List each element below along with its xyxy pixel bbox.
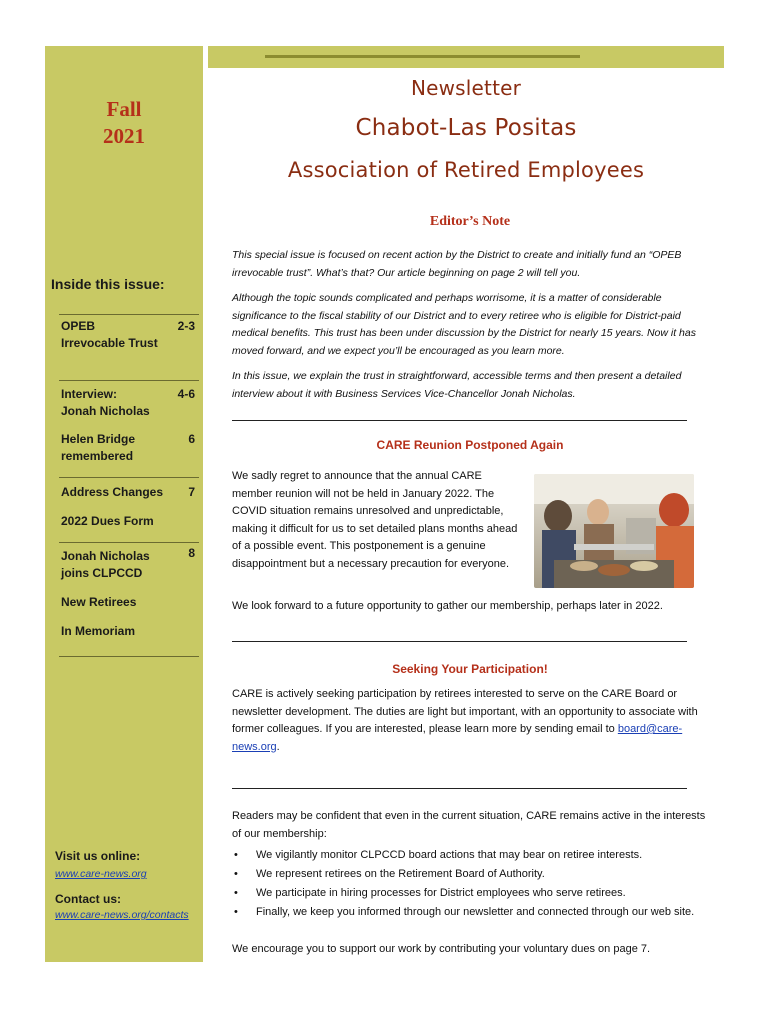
toc-item-opeb[interactable]	[61, 318, 158, 352]
header-rule	[265, 55, 580, 58]
toc-page-number: 8	[188, 546, 195, 560]
toc-item-label-2: remembered	[61, 449, 134, 463]
toc-divider	[59, 380, 199, 381]
section-separator	[232, 641, 687, 642]
activities-list	[232, 846, 712, 922]
participation-text-end: .	[276, 740, 280, 753]
toc-item-jonah-nicholas[interactable]	[61, 548, 150, 582]
toc-item-label: 2022 Dues Form	[61, 514, 154, 528]
editors-note-paragraph-2: Although the topic sounds complicated and perhaps worrisome, it is a matter of considerable significance to the fiscal stability of our District and to every retiree who is eligible for District-paid medical benefits. This trust has been under discussion by the District for nearly 15 years. Now it has moved forward, and we expect you’ll be encouraged as you learn more.	[232, 292, 696, 357]
reunion-heading: CARE Reunion Postponed Again	[376, 438, 564, 452]
toc-divider	[59, 477, 199, 478]
toc-item-label: Address Changes	[61, 485, 164, 499]
toc-item-label: OPEB	[61, 319, 96, 333]
toc-item-label: Interview:	[61, 387, 118, 401]
website-link[interactable]: www.care-news.org	[55, 868, 147, 880]
buffet-photo-image	[534, 474, 694, 588]
board-email-link[interactable]: board@care-news.org	[232, 723, 683, 753]
closing-intro: Readers may be confident that even in the current situation, CARE remains active in the interests of our membership:	[232, 810, 706, 840]
toc-item-label-2: Irrevocable Trust	[61, 336, 158, 350]
masthead-newsletter: Newsletter	[410, 76, 522, 100]
toc-page-number: 6	[188, 432, 195, 446]
closing-outro: We encourage you to support our work by contributing your voluntary dues on page 7.	[232, 943, 651, 955]
toc-item-label: New Retirees	[61, 595, 137, 609]
contacts-link[interactable]: www.care-news.org/contacts	[55, 909, 189, 921]
issue-year: 2021	[103, 124, 145, 148]
toc-item-label: Helen Bridge	[61, 432, 136, 446]
list-item: • We represent retirees on the Retirement Board of Authority.	[232, 865, 712, 884]
list-item: • We vigilantly monitor CLPCCD board actions that may bear on retiree interests.	[232, 846, 712, 865]
inside-this-issue-heading: Inside this issue:	[51, 276, 165, 292]
participation-text: CARE is actively seeking participation by retirees interested to serve on the CARE Board or newsletter development. The duties are light but important, with an opportunity to associate with former colleagues. If you are interested, please learn more by sending email to	[232, 688, 698, 735]
toc-divider	[59, 542, 199, 543]
toc-divider	[59, 656, 199, 657]
toc-item-label: In Memoriam	[61, 624, 136, 638]
participation-paragraph	[232, 686, 710, 756]
issue-season: Fall	[106, 97, 142, 121]
masthead-association: Association of Retired Employees	[287, 158, 645, 182]
participation-heading: Seeking Your Participation!	[392, 662, 548, 676]
editors-note-heading: Editor’s Note	[429, 214, 511, 229]
section-separator	[232, 420, 687, 421]
contact-us-label: Contact us:	[55, 892, 121, 906]
visit-us-label: Visit us online:	[55, 849, 141, 863]
toc-item-helen-bridge[interactable]	[61, 431, 135, 465]
toc-item-in-memoriam[interactable]	[61, 623, 135, 640]
toc-item-dues-form[interactable]	[61, 513, 154, 530]
reunion-photo	[534, 474, 694, 588]
toc-item-interview[interactable]	[61, 386, 150, 420]
toc-page-number: 7	[188, 485, 195, 499]
toc-item-label-2: Jonah Nicholas	[61, 404, 150, 418]
toc-page-number: 4-6	[177, 387, 195, 401]
editors-note-paragraph-1: This special issue is focused on recent action by the District to create and initially fund an “OPEB irrevocable trust”. What’s that? Our article beginning on page 2 will tell you.	[232, 249, 682, 279]
toc-item-label: Jonah Nicholas	[61, 549, 150, 563]
toc-page-number: 2-3	[177, 319, 195, 333]
toc-item-address-changes[interactable]	[61, 484, 163, 501]
toc-item-label-2: joins CLPCCD	[61, 566, 143, 580]
list-item: • We participate in hiring processes for District employees who serve retirees.	[232, 884, 712, 903]
masthead-college-name: Chabot-Las Positas	[355, 115, 577, 141]
toc-divider	[59, 314, 199, 315]
reunion-paragraph-2: We look forward to a future opportunity to gather our membership, perhaps later in 2022.	[232, 600, 663, 612]
reunion-paragraph-1: We sadly regret to announce that the annual CARE member reunion will not be held in January 2022. The COVID situation remains unresolved and unpredictable, making it difficult for us to set detailed plans months ahead of a possible event. This postponement is a genuine disappointment but a necessary precaution for everyone.	[232, 470, 518, 570]
list-item: • Finally, we keep you informed through our newsletter and connected through our web site.	[232, 903, 712, 922]
toc-item-new-retirees[interactable]	[61, 594, 136, 611]
section-separator	[232, 788, 687, 789]
sidebar	[45, 46, 203, 962]
editors-note-paragraph-3: In this issue, we explain the trust in straightforward, accessible terms and then present a detailed interview about it with Business Services Vice-Chancellor Jonah Nicholas.	[232, 370, 682, 400]
